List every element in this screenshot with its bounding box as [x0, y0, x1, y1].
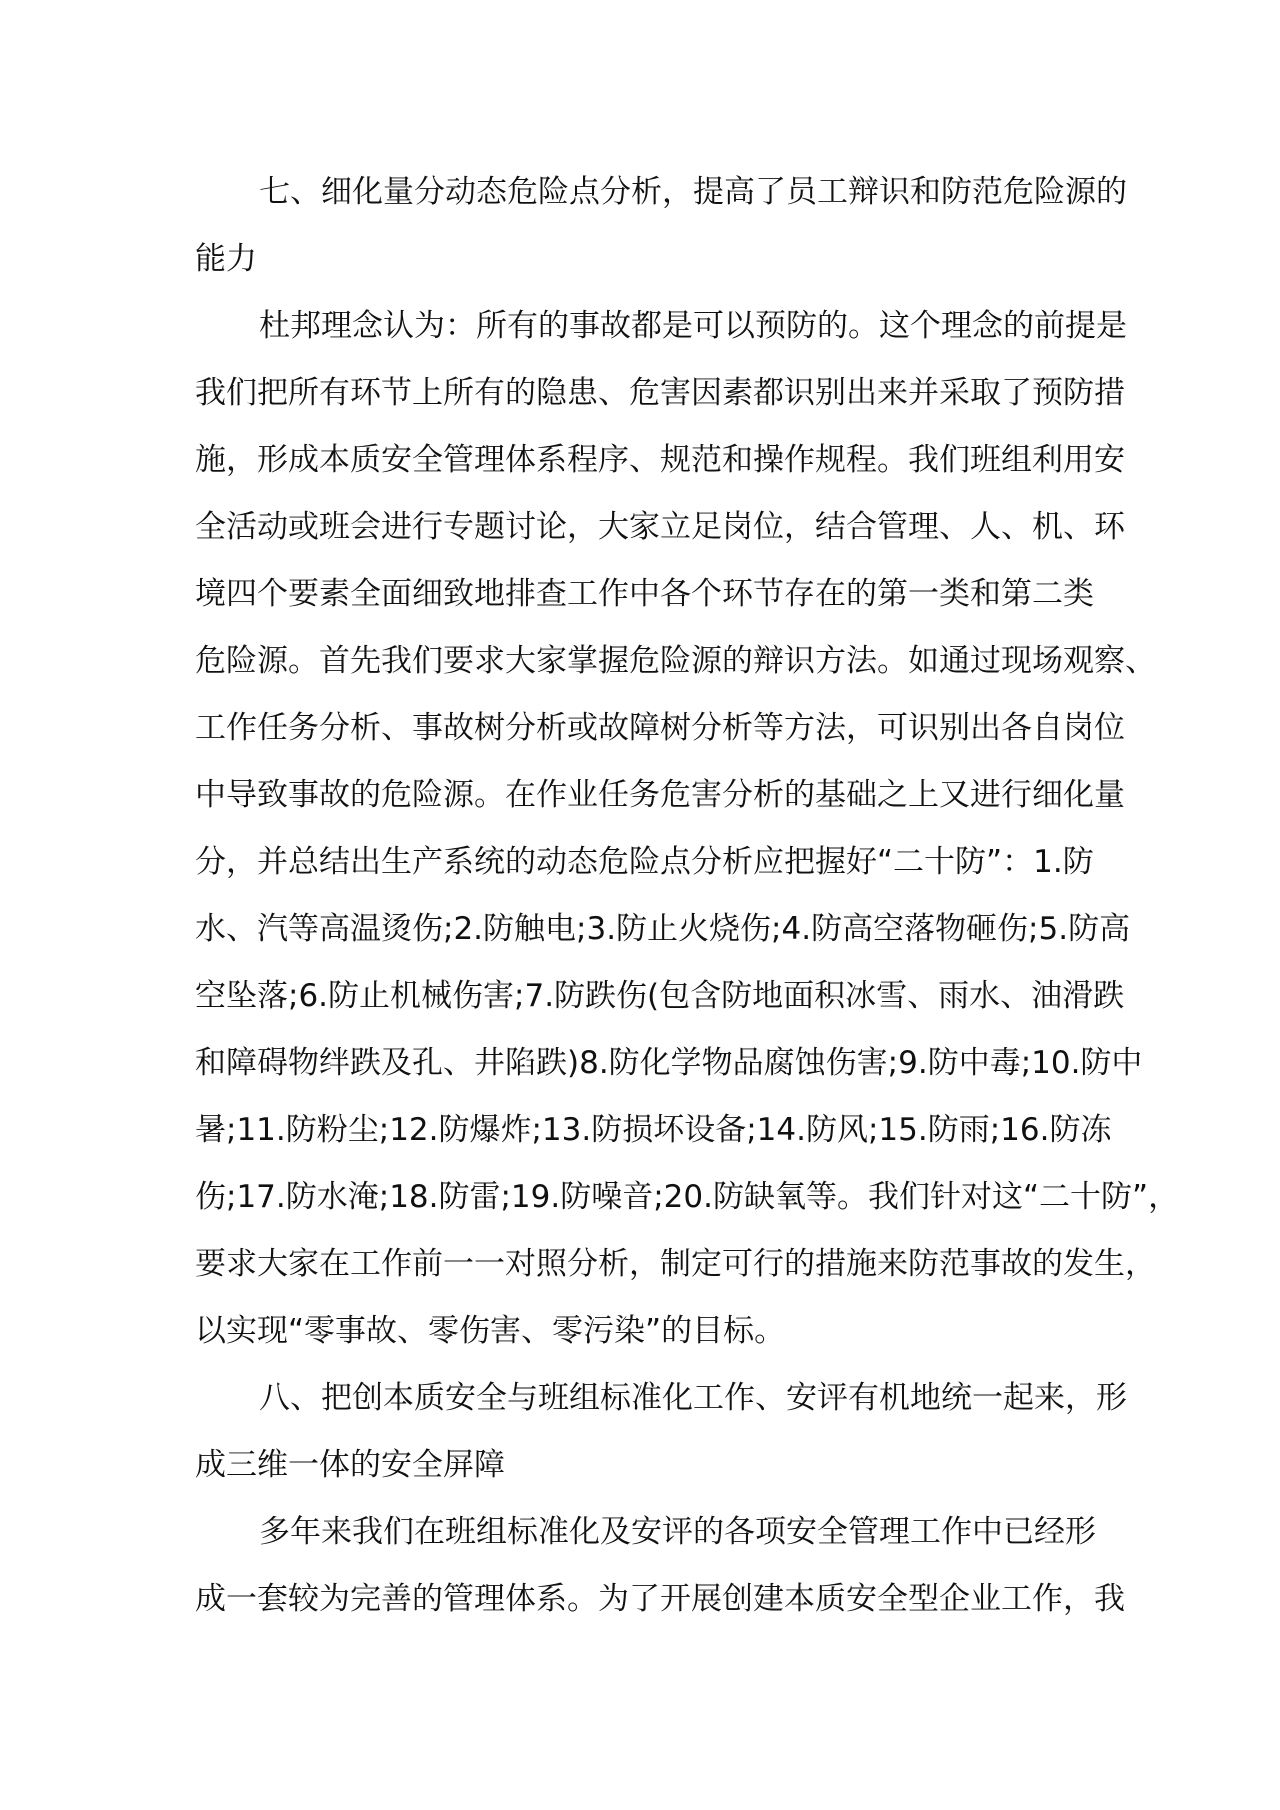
- text-line: 施，形成本质安全管理体系程序、规范和操作规程。我们班组利用安: [195, 442, 1125, 478]
- text-line: 工作任务分析、事故树分析或故障树分析等方法，可识别出各自岗位: [195, 710, 1125, 746]
- body-paragraph: [195, 293, 1180, 1365]
- document-page: [195, 159, 1180, 1633]
- text-line: 我们把所有环节上所有的隐患、危害因素都识别出来并采取了预防措: [195, 375, 1125, 411]
- section-heading: [195, 159, 1127, 293]
- text-line: 八、把创本质安全与班组标准化工作、安评有机地统一起来，形: [259, 1380, 1127, 1416]
- text-line: 中导致事故的危险源。在作业任务危害分析的基础之上又进行细化量: [195, 777, 1125, 813]
- text-line: 要求大家在工作前一一对照分析，制定可行的措施来防范事故的发生，: [195, 1246, 1156, 1282]
- text-line: 成三维一体的安全屏障: [195, 1447, 505, 1483]
- text-line: 境四个要素全面细致地排查工作中各个环节存在的第一类和第二类: [195, 576, 1094, 612]
- section-heading: [195, 1365, 1127, 1499]
- text-line: 暑;11.防粉尘;12.防爆炸;13.防损坏设备;14.防风;15.防雨;16.防冻: [195, 1112, 1112, 1148]
- text-line: 成一套较为完善的管理体系。为了开展创建本质安全型企业工作，我: [195, 1581, 1125, 1617]
- text-line: 以实现“零事故、零伤害、零污染”的目标。: [195, 1313, 786, 1349]
- text-line: 伤;17.防水淹;18.防雷;19.防噪音;20.防缺氧等。我们针对这“二十防”，: [195, 1179, 1180, 1215]
- text-line: 危险源。首先我们要求大家掌握危险源的辩识方法。如通过现场观察、: [195, 643, 1156, 679]
- text-line: 七、细化量分动态危险点分析，提高了员工辩识和防范危险源的: [259, 174, 1127, 210]
- text-line: 水、汽等高温烫伤;2.防触电;3.防止火烧伤;4.防高空落物砸伤;5.防高: [195, 911, 1131, 947]
- text-line: 和障碍物绊跌及孔、井陷跌)8.防化学物品腐蚀伤害;9.防中毒;10.防中: [195, 1045, 1143, 1081]
- text-line: 全活动或班会进行专题讨论，大家立足岗位，结合管理、人、机、环: [195, 509, 1125, 545]
- text-line: 多年来我们在班组标准化及安评的各项安全管理工作中已经形: [259, 1514, 1096, 1550]
- text-line: 杜邦理念认为：所有的事故都是可以预防的。这个理念的前提是: [259, 308, 1127, 344]
- body-paragraph: [195, 1499, 1125, 1633]
- text-line: 空坠落;6.防止机械伤害;7.防跌伤(包含防地面积冰雪、雨水、油滑跌: [195, 978, 1125, 1014]
- text-line: 分，并总结出生产系统的动态危险点分析应把握好“二十防”：1.防: [195, 844, 1094, 880]
- text-line: 能力: [195, 241, 257, 277]
